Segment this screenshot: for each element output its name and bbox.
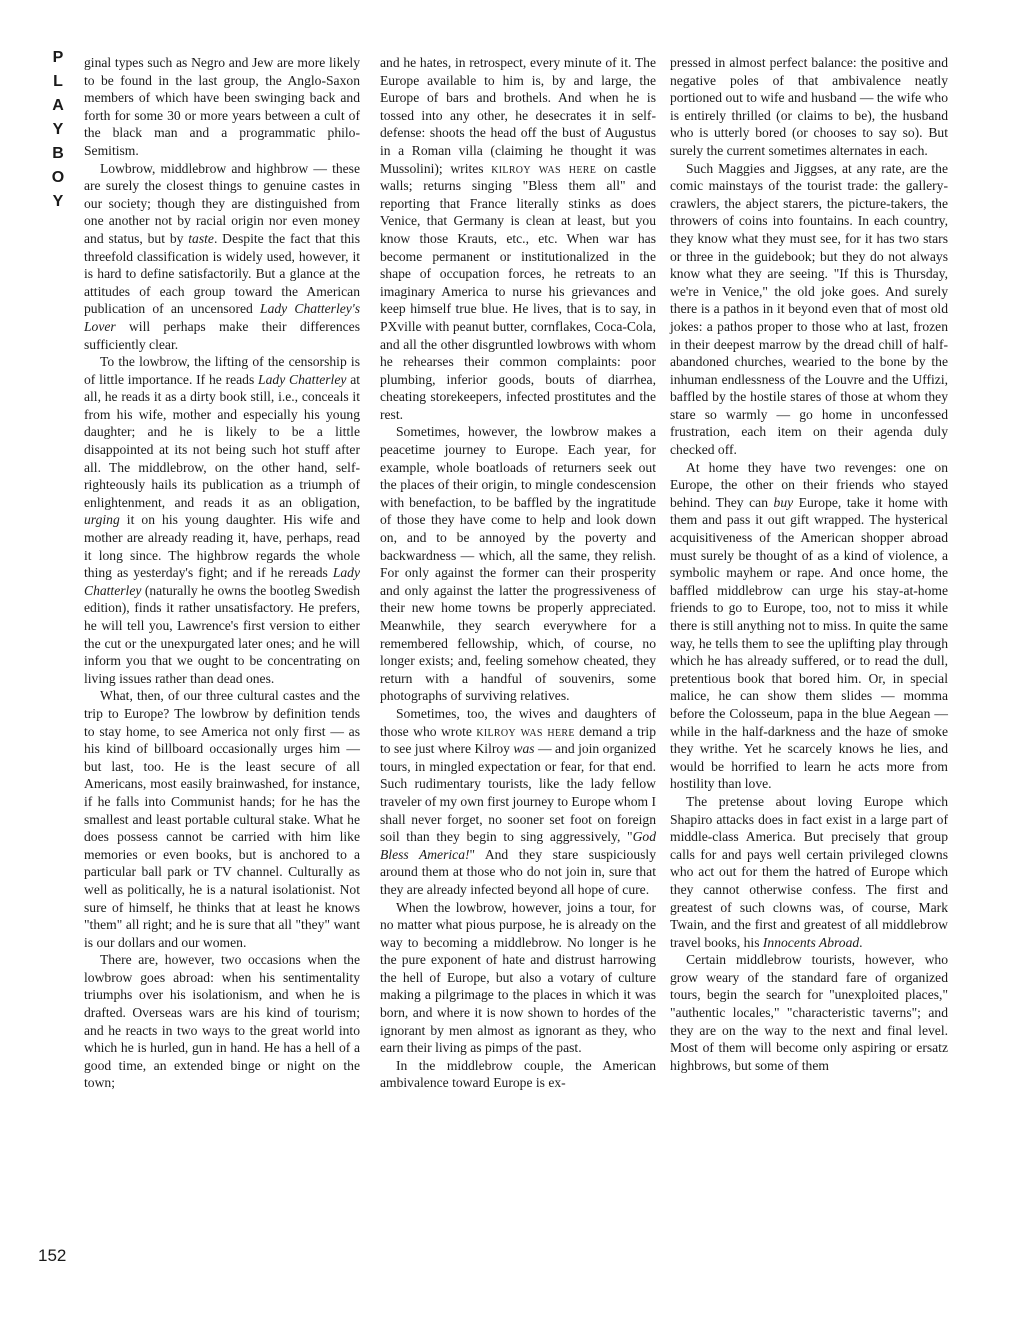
- article-paragraph: [380, 705, 656, 899]
- text-run: and he hates, in retrospect, every minute of it. The Europe available to him is, by and large, the Europe of bars and brothels. And when he is tossed into any other, he desecrates it in self-defense: shoots the head off the bust of Augustus in a Roman villa (claiming he thought it was Mussolini); writes: [380, 55, 656, 176]
- text-run: — and join organized tours, in mingled expectation or fear, for that end. Such rudimentary tourists, like the lady fellow traveler of my own first journey to Europe whom I shall never forget, no sooner set foot on foreign soil than they begin to sing aggressively, ": [380, 741, 657, 845]
- text-run: Such Maggies and Jiggses, at any rate, are the comic mainstays of the tourist trade: the gallery-crawlers, the abject starers, the picture-takers, the throwers of coins into fountains. In each country, they know what they must see, for it has two stars or three in the guidebook; but they do not always know what they are seeing. "If this is Thursday, we're in Venice," the old joke goes. And surely there is a pathos in it beyond even that of most old jokes: a pathos proper to those who at last, frozen in their deepest marrow by the dread chill of half-abandoned churches, wearied to the bone by the inhuman endlessness of the Louvre and the Uffizi, baffled by the hostile stares of those at whom they stare so warmly — go home in unconfessed frustration, each item on their agenda duly checked off.: [670, 160, 948, 458]
- text-run: at all, he reads it as a dirty book still, i.e., conceals it from his wife, mother and especially his young daughter; and he is likely to be a little disappointed at its not being such hot stuff after all. The middlebrow, on the other hand, self-righteously hails its publication as a triumph of enlightenment, and reads it as an obligation,: [84, 371, 360, 510]
- italic-text: Lady Chatterley's Lover: [84, 301, 360, 334]
- text-run: Lowbrow, middlebrow and highbrow — these are surely the closest things to genuine castes in our society; though they are distinguished from one another not by racial origin nor even money and status, but by: [84, 160, 360, 246]
- article-paragraph: [670, 793, 948, 951]
- italic-text: God Bless America!: [380, 829, 656, 862]
- text-run: Sometimes, however, the lowbrow makes a peacetime journey to Europe. Each year, for example, whole boatloads of returners seek out the places of their origin, to mingle condescension with benefaction, to be baffled by the ingratitude of those they have come to help and look down on, and to be annoyed by the poverty and backwardness — which, all the same, they relish. For only against the former can their prosperity and only against the latter the progressiveness of their new home towns be properly appreciated. Meanwhile, they search everywhere for a remembered fellowship, which, of course, no longer exists; and, feeling somehow cheated, they return with a handful of souvenirs, some photographs of surviving relatives.: [380, 424, 656, 704]
- text-run: it on his young daughter. His wife and mother are already reading it, have, perhaps, read it long since. The highbrow regards the whole thing as yesterday's fight; and if he rereads: [84, 512, 360, 581]
- text-run: In the middlebrow couple, the American ambivalence toward Europe is ex-: [380, 1057, 656, 1091]
- text-run: Certain middlebrow tourists, however, who grow weary of the standard fare of organized tours, begin the search for "unexploited places," "authentic locales," "characteristic taverns"; and they are on the way to the next and final level. Most of them will become only aspiring or ersatz highbrows, but some of them: [670, 952, 948, 1073]
- article-paragraph: [670, 160, 948, 459]
- italic-text: urging: [84, 512, 120, 528]
- text-run: When the lowbrow, however, joins a tour, for no matter what pious purpose, he is already on the way to becoming a middlebrow. No longer is he the pure exponent of hate and distrust harrowing the hell of Europe, but also a votary of culture making a pilgrimage to the places in which it was born, and where it is now shown to hordes of the ignorant by men almost as ignorant as they, who earn their living as pimps of the past.: [380, 899, 656, 1056]
- text-run: . Despite the fact that this threefold classification is widely used, however, it is hard to define satisfactorily. But a glance at the attitudes of each group toward the American publication of an uncensored: [84, 230, 360, 317]
- article-paragraph: [670, 951, 948, 1074]
- article-paragraph: [380, 899, 656, 1057]
- article-paragraph: [84, 687, 360, 951]
- text-run: What, then, of our three cultural castes and the trip to Europe? The lowbrow by definition tends to stay home, to see America not only first — as his kind of billboard occasionally urges him — but last, too. He is the least secure of all Americans, most easily brainwashed, for instance, if he falls into Communist hands; for he has the smallest and least portable cultural stake. What he does possess cannot be carried with him like memories or even books, but is anchored to a particular ball park or TV channel. Culturally as well as politically, he is a natural isolationist. Not sure of himself, he thinks that at least he knows "them" all right; and he is sure that all "they" want is our dollars and our women.: [84, 688, 360, 950]
- page-number: 152: [38, 1246, 67, 1265]
- text-run: on castle walls; returns singing "Bless them all" and reporting that France literally stinks as does Venice, that Germany is clean at least, but you know those Krauts, etc., etc. When war has become permanent or institutionalized in the shape of occupation forces, he retreats to an imaginary America to nurse his grievances and keep himself true blue. He lives, that is to say, in PXville with peanut butter, cornflakes, Coca-Cola, and all the other disgruntled lowbrows with whom he rehearses their common complaints: poor plumbing, inferior goods, bouts of diarrhea, cheating storekeepers, infected prostitutes and the rest.: [380, 160, 656, 422]
- text-run: To the lowbrow, the lifting of the censorship is of little importance. If he reads: [84, 354, 360, 387]
- italic-text: Lady Chatterley: [84, 565, 360, 598]
- italic-text: was: [513, 741, 535, 757]
- article-paragraph: [380, 1057, 656, 1092]
- text-run: pressed in almost perfect balance: the positive and negative poles of that ambivalence neatly portioned out to wife and husband — the wife who is entirely thrilled (or claims to be), the husband who is utterly bored (or chooses to say so). But surely the current sometimes alternates in each.: [670, 55, 948, 158]
- text-column-3: [670, 54, 948, 1074]
- italic-text: taste: [188, 230, 214, 246]
- text-run: Europe, take it home with them and pass it out gift wrapped. The hysterical acquisitiveness of the American shopper abroad must surely be thought of as a kind of violence, a symbolic mayhem or rape. And once home, the baffled middlebrow can urge his stay-at-home friends to go to Europe, too, not to miss it while there is still anything not to miss. In quite the same way, he tells them to see the uplifting play through which he has already suffered, or to read the dull, pretentious book that bored him. Or, in special malice, he can show them slides — momma before the Colosseum, papa in the blue Aegean — while in the half-darkness and the haze of smoke they writhe. Yet he scarcely knows he lies, and would be horrified to learn he acts more from hostility than love.: [670, 494, 948, 792]
- text-run: ginal types such as Negro and Jew are more likely to be found in the last group, the Anglo-Saxon members of which have been swinging back and forth for some 30 or more years between a cult of the black man and a programmatic philo-Semitism.: [84, 55, 360, 158]
- article-paragraph: [84, 160, 360, 354]
- text-run: Sometimes, too, the wives and daughters of those who wrote: [380, 705, 656, 739]
- magazine-masthead: PLAYBOY: [51, 49, 65, 210]
- text-column-1: [84, 54, 360, 1092]
- text-column-2: [380, 54, 656, 1092]
- italic-text: buy: [773, 494, 794, 510]
- article-paragraph: [380, 54, 656, 423]
- text-run: " And they stare suspiciously around them at those who do not join in, sure that they are already infected beyond all hope of cure.: [380, 846, 656, 897]
- article-paragraph: [84, 54, 360, 160]
- text-run: .: [859, 934, 863, 950]
- text-run: will perhaps make their differences sufficiently clear.: [84, 318, 360, 352]
- text-run: There are, however, two occasions when the lowbrow goes abroad: when his sentimentality triumphs over his isolationism, and when he is drafted. Overseas wars are his kind of tourism; and he reacts in two ways to the great world into which he is hurled, gun in hand. He has a hell of a good time, an extended binge or night on the town;: [84, 952, 360, 1091]
- text-run: At home they have two revenges: one on Europe, the other on their friends who stayed behind. They can: [670, 459, 948, 510]
- article-paragraph: [670, 459, 948, 793]
- small-caps-text: kilroy was here: [476, 723, 575, 739]
- italic-text: Innocents Abroad: [762, 934, 860, 950]
- article-paragraph: [380, 423, 656, 705]
- text-run: demand a trip to see just where Kilroy: [380, 723, 656, 757]
- text-run: The pretense about loving Europe which Shapiro attacks does in fact exist in a large part of middle-class America. But precisely that group calls for and pays well certain privileged clowns who act out for them the hatred of Europe which they cannot otherwise confess. The first and greatest of such clowns was, of course, Mark Twain, and the first and greatest of all middlebrow travel books, his: [670, 793, 948, 950]
- text-run: (naturally he owns the bootleg Swedish edition), finds it rather unsatisfactory. He prefers, he will tell you, Lawrence's first version to either the cut or the unexpurgated later ones; and he will inform you that we ought to be concentrating on living issues rather than dead ones.: [84, 582, 360, 686]
- small-caps-text: kilroy was here: [491, 160, 597, 176]
- article-paragraph: [84, 951, 360, 1092]
- article-paragraph: [84, 353, 360, 687]
- article-paragraph: [670, 54, 948, 160]
- italic-text: Lady Chatterley: [258, 371, 347, 387]
